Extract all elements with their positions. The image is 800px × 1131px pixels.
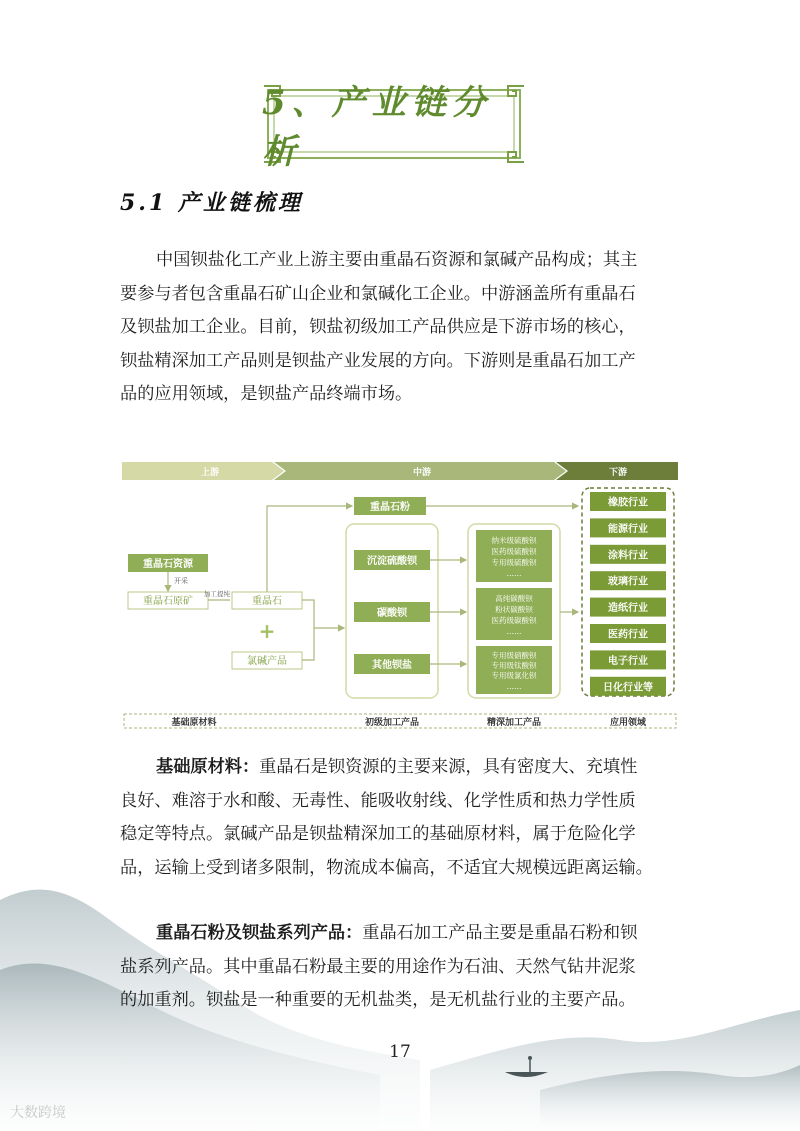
- intro-paragraph: [120, 244, 682, 412]
- intro-line: 及钡盐加工企业。目前，钡盐初级加工产品供应是下游市场的核心，: [120, 317, 636, 337]
- paragraph-line: 盐系列产品。其中重晶石粉最主要的用途作为石油、天然气钻井泥浆: [120, 956, 636, 977]
- primary-product-label: 沉淀硫酸钡: [367, 556, 417, 567]
- watermark-logo: 大数跨境: [10, 1105, 66, 1121]
- barite-label: 重晶石: [252, 596, 282, 607]
- intro-line: 品的应用领域，是钡盐产品终端市场。: [120, 384, 413, 404]
- deep-product-item: 纳米级硫酸钡: [491, 536, 537, 545]
- plus-icon: +: [258, 619, 276, 643]
- primary-product-label: 其他钡盐: [372, 660, 412, 671]
- paragraph-line: 重晶石是钡资源的主要来源，具有密度大、充填性: [259, 757, 638, 777]
- deep-product-item: 专用级硫酸钡: [491, 558, 537, 567]
- application-label: 造纸行业: [608, 603, 648, 615]
- barite-powder-label: 重晶石粉: [370, 502, 410, 513]
- bottom-label: 应用领域: [609, 718, 647, 728]
- stage-upstream-label: 上游: [200, 468, 220, 478]
- paragraph-lead: 重晶石粉及钡盐系列产品：: [156, 923, 363, 943]
- paragraph-line: 稳定等特点。氯碱产品是钡盐精深加工的基础原材料，属于危险化学: [120, 824, 636, 844]
- paragraph-lead: 基础原材料：: [156, 757, 260, 777]
- deep-product-item: ……: [506, 682, 522, 691]
- application-label: 玻璃行业: [608, 576, 648, 588]
- chapter-title: 5、产业链分析: [262, 83, 492, 172]
- stage-midstream-label: 中游: [412, 468, 432, 478]
- chapter-title-frame: [262, 83, 526, 172]
- stage-downstream-label: 下游: [608, 468, 628, 478]
- application-label: 日化行业等: [603, 682, 653, 694]
- intro-line: 要参与者包含重晶石矿山企业和氯碱化工企业。中游涵盖所有重晶石: [120, 283, 636, 304]
- deep-product-item: 专用级氯化钡: [491, 671, 537, 680]
- application-label: 能源行业: [608, 523, 648, 535]
- products-paragraph: [120, 917, 682, 1018]
- raw-materials-paragraph: [120, 751, 682, 885]
- deep-product-item: 专用级钛酸钡: [491, 661, 537, 670]
- paragraph-line: 重晶石加工产品主要是重晶石粉和钡: [362, 923, 638, 943]
- mining-label: 开采: [174, 577, 188, 585]
- application-label: 电子行业: [608, 655, 648, 667]
- paragraph-line: 的加重剂。钡盐是一种重要的无机盐类，是无机盐行业的主要产品。: [120, 990, 636, 1010]
- chlor-alkali-label: 氯碱产品: [247, 656, 287, 667]
- industry-chain-diagram: [122, 458, 678, 734]
- stage-banner: [122, 462, 678, 480]
- paragraph-line: 品，运输上受到诸多限制，物流成本偏高，不适宜大规模远距离运输。: [120, 857, 653, 878]
- deep-product-item: 粉状碳酸钡: [495, 605, 533, 614]
- bottom-label: 基础原材料: [171, 718, 217, 728]
- bottom-label: 精深加工产品: [486, 718, 542, 728]
- deep-product-item: 高纯碳酸钡: [495, 594, 533, 603]
- deep-product-item: 医药级硫酸钡: [491, 547, 537, 556]
- deep-product-item: ……: [506, 569, 522, 578]
- deep-product-item: 专用级硝酸钡: [491, 651, 537, 660]
- application-label: 橡胶行业: [608, 497, 648, 509]
- application-label: 医药行业: [608, 629, 648, 641]
- bottom-label: 初级加工产品: [364, 718, 420, 728]
- barite-ore-label: 重晶石原矿: [143, 596, 193, 607]
- deep-product-box: [476, 530, 552, 582]
- paragraph-line: 良好、难溶于水和酸、无毒性、能吸收射线、化学性质和热力学性质: [120, 790, 636, 811]
- page-number: 17: [389, 1042, 411, 1062]
- section-title: 5.1 产业链梳理: [120, 190, 303, 216]
- deep-product-box: [476, 588, 552, 640]
- barite-resource-label: 重晶石资源: [143, 559, 193, 570]
- processing-label: 加工提纯: [204, 590, 230, 598]
- primary-product-label: 碳酸钡: [377, 608, 407, 619]
- intro-line: 中国钡盐化工产业上游主要由重晶石资源和氯碱产品构成；其主: [156, 250, 638, 270]
- intro-line: 钡盐精深加工产品则是钡盐产业发展的方向。下游则是重晶石加工产: [120, 350, 636, 371]
- deep-product-box: [476, 646, 552, 694]
- deep-product-item: 医药级碳酸钡: [491, 616, 537, 625]
- application-label: 涂料行业: [608, 550, 648, 562]
- deep-product-item: ……: [506, 627, 522, 636]
